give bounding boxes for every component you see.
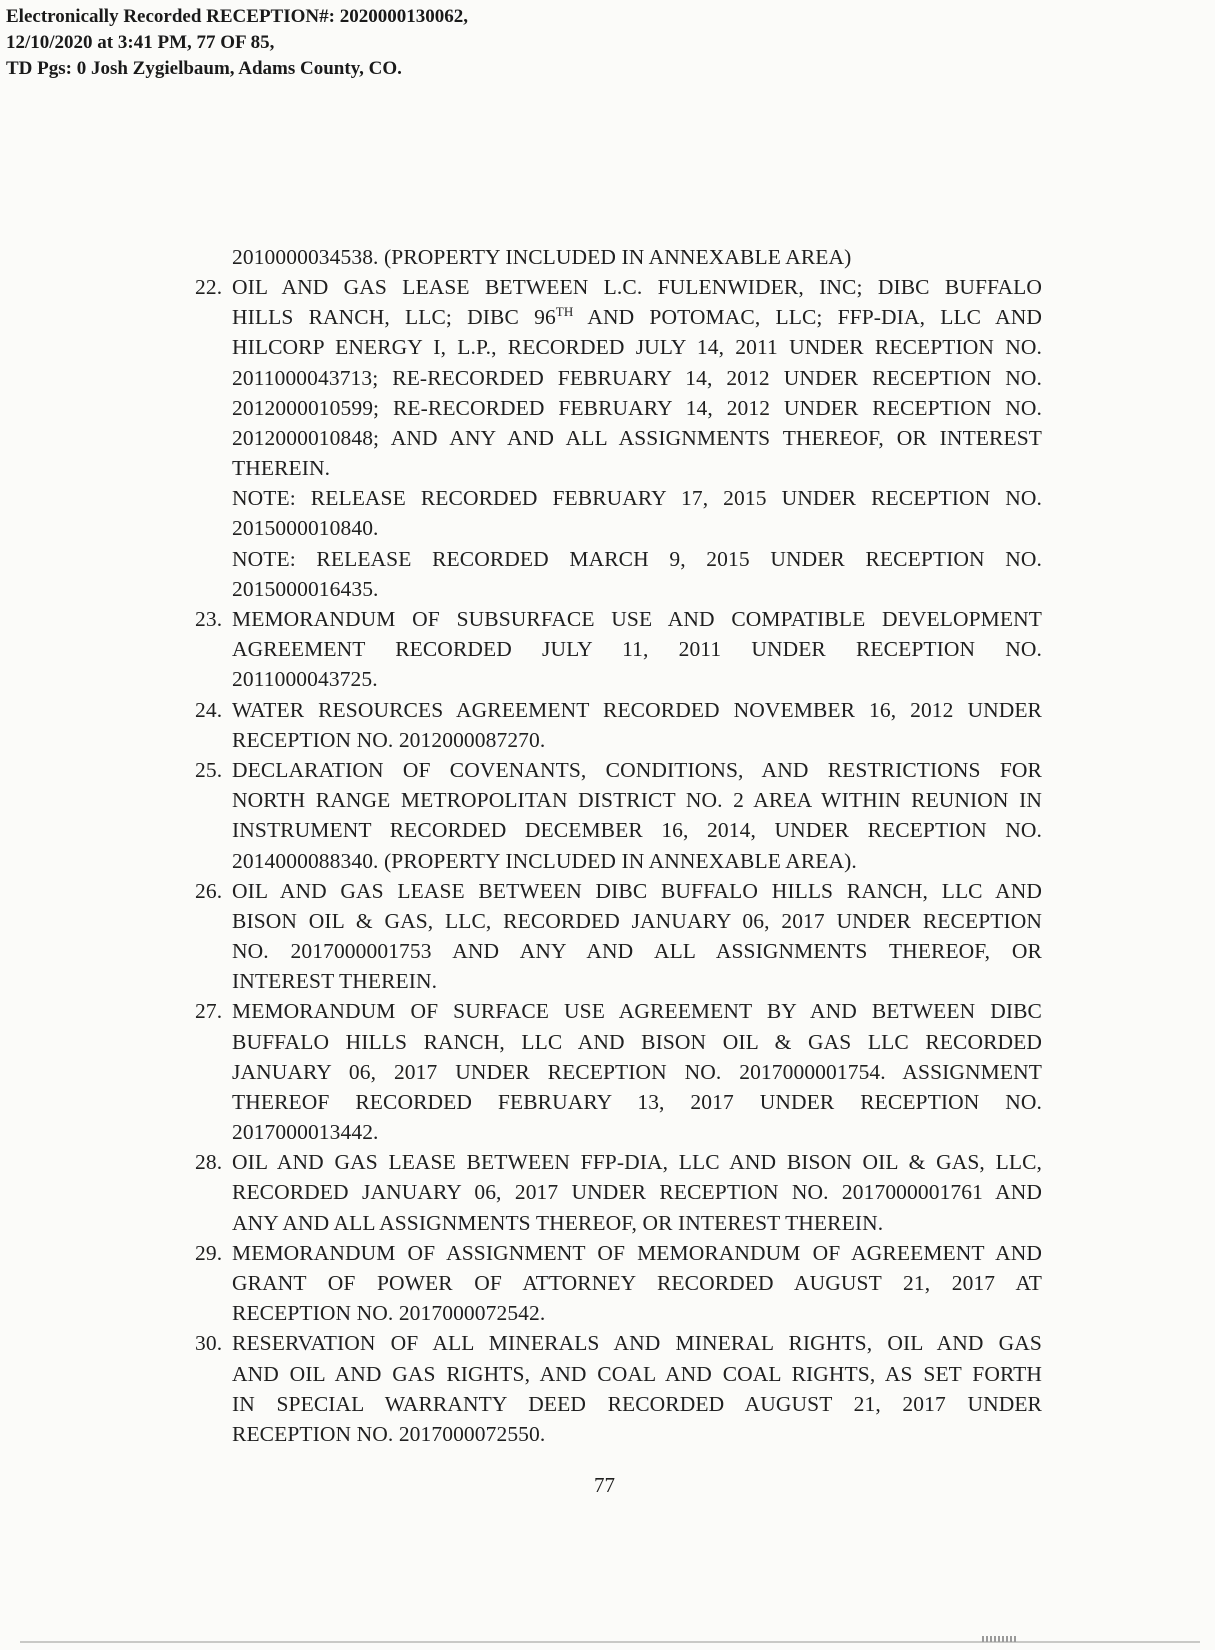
text-line: DECLARATION OF COVENANTS, CONDITIONS, AND RESTRICTIONS FOR: [232, 758, 1042, 782]
text-line: RESERVATION OF ALL MINERALS AND MINERAL RIGHTS, OIL AND GAS: [232, 1331, 1042, 1355]
text-line: 2012000010848; AND ANY AND ALL ASSIGNMENTS THEREOF, OR INTEREST: [232, 426, 1042, 450]
superscript-th: TH: [555, 304, 574, 319]
item-number-23: 23.: [195, 607, 223, 631]
text-line: WATER RESOURCES AGREEMENT RECORDED NOVEMBER 16, 2012 UNDER: [232, 698, 1042, 722]
text-line: RECEPTION NO. 2017000072550.: [232, 1422, 546, 1446]
page-number: 77: [594, 1473, 615, 1497]
text-line: THEREIN.: [232, 456, 331, 480]
text-line: RECEPTION NO. 2012000087270.: [232, 728, 546, 752]
text-line: 2011000043713; RE-RECORDED FEBRUARY 14, 2012 UNDER RECEPTION NO.: [232, 366, 1042, 390]
text-line-with-superscript: [232, 302, 1042, 332]
text-line: 2017000013442.: [232, 1120, 379, 1144]
text-line: MEMORANDUM OF SUBSURFACE USE AND COMPATIBLE DEVELOPMENT: [232, 607, 1042, 631]
text-line: THEREOF RECORDED FEBRUARY 13, 2017 UNDER RECEPTION NO.: [232, 1090, 1042, 1114]
scan-mark: [982, 1636, 1016, 1642]
text-fragment: HILLS RANCH, LLC; DIBC 96: [232, 305, 556, 329]
text-line: RECORDED JANUARY 06, 2017 UNDER RECEPTION NO. 2017000001761 AND: [232, 1180, 1042, 1204]
text-line: AND OIL AND GAS RIGHTS, AND COAL AND COAL RIGHTS, AS SET FORTH: [232, 1362, 1042, 1386]
text-line: OIL AND GAS LEASE BETWEEN L.C. FULENWIDER, INC; DIBC BUFFALO: [232, 275, 1042, 299]
text-line: MEMORANDUM OF SURFACE USE AGREEMENT BY AND BETWEEN DIBC: [232, 999, 1042, 1023]
item-number-29: 29.: [195, 1241, 223, 1265]
item-number-27: 27.: [195, 999, 223, 1023]
stamp-line-2: 12/10/2020 at 3:41 PM, 77 OF 85,: [6, 32, 275, 53]
text-line: 2014000088340. (PROPERTY INCLUDED IN ANNEXABLE AREA).: [232, 849, 857, 873]
text-line: MEMORANDUM OF ASSIGNMENT OF MEMORANDUM OF AGREEMENT AND: [232, 1241, 1042, 1265]
text-line: 2010000034538. (PROPERTY INCLUDED IN ANNEXABLE AREA): [232, 245, 852, 269]
text-line: AGREEMENT RECORDED JULY 11, 2011 UNDER RECEPTION NO.: [232, 637, 1042, 661]
text-line: BISON OIL & GAS, LLC, RECORDED JANUARY 06, 2017 UNDER RECEPTION: [232, 909, 1042, 933]
text-line: NO. 2017000001753 AND ANY AND ALL ASSIGNMENTS THEREOF, OR: [232, 939, 1042, 963]
text-line: INSTRUMENT RECORDED DECEMBER 16, 2014, UNDER RECEPTION NO.: [232, 818, 1042, 842]
item-number-28: 28.: [195, 1150, 223, 1174]
text-line: JANUARY 06, 2017 UNDER RECEPTION NO. 2017000001754. ASSIGNMENT: [232, 1060, 1042, 1084]
text-line: 2011000043725.: [232, 667, 378, 691]
text-line: RECEPTION NO. 2017000072542.: [232, 1301, 546, 1325]
text-line: 2015000010840.: [232, 516, 379, 540]
text-line: 2012000010599; RE-RECORDED FEBRUARY 14, 2012 UNDER RECEPTION NO.: [232, 396, 1042, 420]
text-line: BUFFALO HILLS RANCH, LLC AND BISON OIL & GAS LLC RECORDED: [232, 1030, 1042, 1054]
footer-divider: [20, 1641, 1200, 1643]
text-line: NORTH RANGE METROPOLITAN DISTRICT NO. 2 AREA WITHIN REUNION IN: [232, 788, 1042, 812]
item-number-22: 22.: [195, 275, 223, 299]
item-number-24: 24.: [195, 698, 223, 722]
text-line: IN SPECIAL WARRANTY DEED RECORDED AUGUST 21, 2017 UNDER: [232, 1392, 1042, 1416]
text-line: INTEREST THEREIN.: [232, 969, 438, 993]
text-line: OIL AND GAS LEASE BETWEEN FFP-DIA, LLC AND BISON OIL & GAS, LLC,: [232, 1150, 1042, 1174]
recording-stamp: [6, 4, 468, 82]
text-line: OIL AND GAS LEASE BETWEEN DIBC BUFFALO HILLS RANCH, LLC AND: [232, 879, 1042, 903]
text-line: ANY AND ALL ASSIGNMENTS THEREOF, OR INTEREST THEREIN.: [232, 1211, 884, 1235]
text-line: 2015000016435.: [232, 577, 379, 601]
stamp-line-3: TD Pgs: 0 Josh Zygielbaum, Adams County, CO.: [6, 58, 402, 79]
text-line: GRANT OF POWER OF ATTORNEY RECORDED AUGUST 21, 2017 AT: [232, 1271, 1042, 1295]
stamp-line-1: Electronically Recorded RECEPTION#: 2020000130062,: [6, 6, 468, 27]
item-number-30: 30.: [195, 1331, 223, 1355]
text-line: NOTE: RELEASE RECORDED MARCH 9, 2015 UNDER RECEPTION NO.: [232, 547, 1042, 571]
item-number-26: 26.: [195, 879, 223, 903]
text-line: HILCORP ENERGY I, L.P., RECORDED JULY 14, 2011 UNDER RECEPTION NO.: [232, 335, 1042, 359]
item-number-25: 25.: [195, 758, 223, 782]
text-fragment: AND POTOMAC, LLC; FFP-DIA, LLC AND: [587, 305, 1042, 329]
text-line: NOTE: RELEASE RECORDED FEBRUARY 17, 2015 UNDER RECEPTION NO.: [232, 486, 1042, 510]
